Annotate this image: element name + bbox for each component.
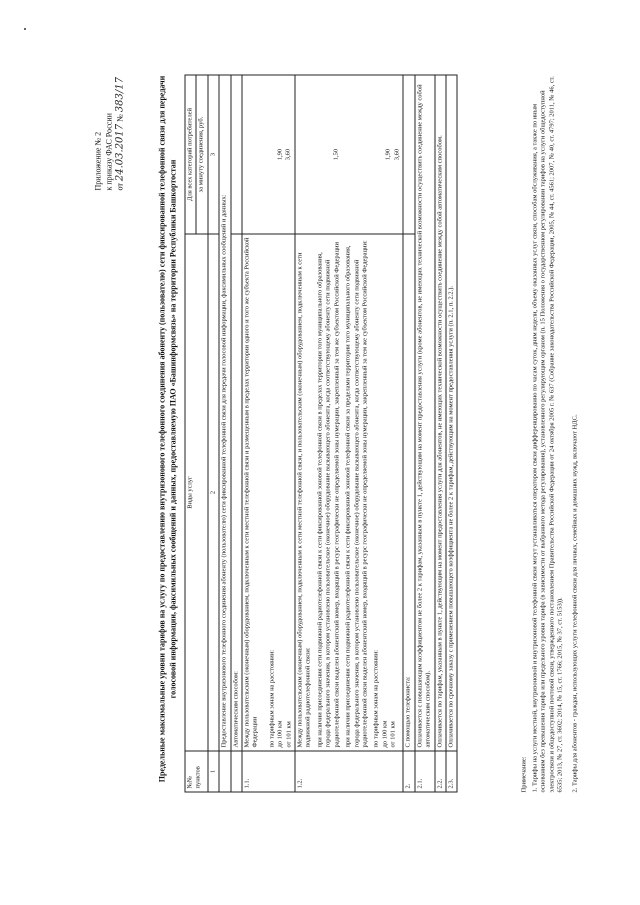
header-val-bottom: за минуту соединения, руб. [196,75,207,234]
row-number: 2. [403,751,414,792]
appendix-line1: Приложение № 2 [93,131,102,190]
tariff-table [184,74,457,792]
table-row [434,75,445,792]
handwritten-number: 383/17 [114,76,125,112]
row-number: 1.1. [242,751,295,792]
row-text: Оплачивается по срочному заказу с применением повышающего коэффициента не более 2 к тарифам, действующим на момент предоставления услуги (п. 2.1, п. 2.2.). [445,75,456,751]
appendix-block [92,40,125,190]
row-values: 1,50 1,90 3,60 [295,75,403,234]
note-1: 1. Тарифы на услуги местной, внутризоновой и внутризоновой телефонной связи могут устанавливаться оператором связи дифференцированно по часам суток, дням недели, объему оказанных услуг связи, способам обслуживания, а также по иным основаниям без превышения тарифа или предельного уровня тарифа (в зависимости от выбранного метода регулирования), установленного регулирующим органом (п. 15 Положения о государственном регулировании тарифов на услуги общедоступной электросвязи и общедоступной почтовой связи, утвержденного постановлением Правительства Российской Федерации от 24 октября 2005 г. № 637 (Собрание законодательства Российской Федерации, 2005, № 44, ст. 4561; 2007, № 40, ст. 4797; 2011, № 46, ст. 6535; 2013, № 27, ст. 3602; 2014, № 15, ст. 1766; 2015, № 37, ст. 5153)). [530,75,564,792]
col-index: 3 [207,75,218,234]
notes-heading: Примечание: [520,755,527,792]
appendix-date-line: от 24.03.2017 № 383/17 [114,76,125,190]
table-row [445,75,456,792]
header-num: №№ пунктов [185,751,208,792]
note-2: 2. Тарифы для абонентов - граждан, использующих услуги телефонной связи для личных, семейных и домашних нужд, включают НДС. [570,413,578,792]
row-text: Автоматическим способом: [230,234,241,751]
header-service: Виды услуг [185,234,208,751]
table-row [403,75,414,792]
document-title: Предельные максимальные уровни тарифов на услугу по предоставлению внутризонового телефонного соединения абоненту (пользователю) сети фиксированной телефонной связи для передачи голосовой информации, факсимильных сообщений и данных, предоставляемую ПАО «Башинформсвязь» на территории Республики Башкортостан [157,75,177,782]
row-text: Между пользовательским (оконечным) оборудованием, подключенным к сети местной телефонной связи и размещенным в пределах территории одного и того же субъекта Российской Федерации по тарифным зонам на расстоянии: до 100 км от 101 км [242,234,295,751]
table-row [230,75,241,792]
row-values: 1,90 3,60 [242,75,295,234]
row-number: 2.1. [414,751,434,792]
row-text: Оплачивается по тарифам, указанным в пункте 1, действующим на момент предоставления услуги для абонентов, не имеющих технической возможности осуществить соединение между собой автоматическим способом. [434,75,445,751]
notes-section [520,72,582,792]
col-index: 1 [207,751,218,792]
row-text: Оплачивается с повышающим коэффициентом не более 2 к тарифам, указанным в пункте 1, действующим на момент предоставления услуги (кроме абонентов, не имеющих технической возможности осуществить соединение между собой автоматическим способом). [414,75,434,751]
table-row [219,75,230,792]
row-text: Между пользовательским (оконечным) оборудованием, подключенным к сети местной телефонной связи, и пользовательским (оконечным) оборудованием, подключенным к сети подвижной радиотелефонной связи: при наличии присоединения сети подвижной радиотелефонной связи к сети фиксированной зоновой телефонной связи в пределах территории того муниципального образования, города федерального значения, в котором установлено пользовательское (оконечное) оборудование вызывающего абонента, когда соответствующему абоненту сети подвижной радиотелефонной связи выделен абонентский номер, входящий в ресурс географически не определяемой зоны нумерации, закрепленный за тем же субъектом Российской Федерации при наличии присоединения сети подвижной радиотелефонной связи к сети фиксированной зоновой телефонной связи за пределами территории того муниципального образования, города федерального значения, в котором установлено пользовательское (оконечное) оборудование вызывающего абонента, когда соответствующему абоненту сети подвижной радиотелефонной связи выделен абонентский номер, входящий в ресурс географически не определяемой зоны нумерации, закрепленный за тем же субъектом Российской Федерации: по тарифным зонам на расстоянии: до 100 км от 101 км [295,234,403,751]
row-number: 1.2. [295,751,403,792]
table-row [242,75,295,792]
row-text: С помощью телефониста: [403,234,414,751]
table-row [414,75,434,792]
col-index: 2 [207,234,218,751]
table-index-row [207,75,218,792]
appendix-line2: к приказу ФАС России [104,112,113,190]
header-val-top: Для всех категорий потребителей [185,75,196,234]
row-number: 2.2. [434,751,445,792]
section-heading: Предоставление внутризонового телефонного соединения абоненту (пользователю) сети фиксированной телефонной связи для передачи голосовой информации, факсимильных сообщений и данных: [219,75,230,751]
table-row [295,75,403,792]
row-number: 2.3. [445,751,456,792]
handwritten-date: 24.03.2017 [114,123,125,181]
table-header-row [185,75,196,792]
